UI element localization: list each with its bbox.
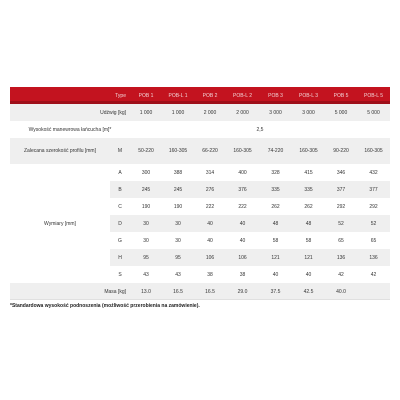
table-cell: 245 — [130, 181, 162, 198]
table-cell: 30 — [130, 215, 162, 232]
header-cell: POB 5 — [325, 87, 357, 104]
footnote: *Standardowa wysokość podnoszenia (możliwość przerobienia na zamówienie). — [10, 303, 200, 309]
table-cell: 95 — [162, 249, 194, 266]
table-cell: 376 — [226, 181, 259, 198]
table-cell: 65 — [325, 232, 357, 249]
table-cell: 52 — [357, 215, 390, 232]
row-label: Masa [kg] — [10, 283, 130, 300]
row-label: Zalecana szerokość profilu [mm] — [10, 138, 110, 164]
table-cell: 2 000 — [226, 104, 259, 121]
table-cell: 1 000 — [162, 104, 194, 121]
table-row-capacity — [10, 104, 390, 121]
table-cell: 377 — [357, 181, 390, 198]
table-cell: 222 — [226, 198, 259, 215]
table-cell: 314 — [194, 164, 226, 181]
table-cell: 335 — [292, 181, 325, 198]
header-cell: POB-L 5 — [357, 87, 390, 104]
row-label: Udźwig [kg] — [10, 104, 130, 121]
table-cell: 16.5 — [162, 283, 194, 300]
table-cell: 400 — [226, 164, 259, 181]
table-cell: 190 — [130, 198, 162, 215]
table-cell: 90-220 — [325, 138, 357, 164]
row-sublabel: A — [110, 164, 130, 181]
table-cell: 5 000 — [325, 104, 357, 121]
table-cell: 432 — [357, 164, 390, 181]
table-row-profile-width — [10, 138, 390, 164]
table-cell: 58 — [259, 232, 292, 249]
table-cell: 160-305 — [226, 138, 259, 164]
header-cell: POB-L 3 — [292, 87, 325, 104]
table-cell: 30 — [162, 232, 194, 249]
table-cell — [357, 283, 390, 300]
table-cell: 40.0 — [325, 283, 357, 300]
row-sublabel: G — [110, 232, 130, 249]
row-sublabel: M — [110, 138, 130, 164]
table-cell: 262 — [259, 198, 292, 215]
table-cell: 43 — [130, 266, 162, 283]
table-cell: 38 — [194, 266, 226, 283]
table-cell: 160-305 — [162, 138, 194, 164]
row-label: Wysokość manewrowa łańcucha [m]* — [10, 121, 130, 138]
row-label-dimensions: Wymiary [mm] — [10, 164, 110, 283]
table-cell: 1 000 — [130, 104, 162, 121]
table-cell: 30 — [130, 232, 162, 249]
row-sublabel: S — [110, 266, 130, 283]
table-row-chain-height — [10, 121, 390, 138]
header-row — [10, 87, 390, 104]
table-cell: 42 — [325, 266, 357, 283]
table-cell: 328 — [259, 164, 292, 181]
table-cell: 346 — [325, 164, 357, 181]
table-cell: 48 — [292, 215, 325, 232]
table-cell: 95 — [130, 249, 162, 266]
table-cell: 30 — [162, 215, 194, 232]
table-cell: 276 — [194, 181, 226, 198]
table-cell: 222 — [194, 198, 226, 215]
table-cell: 42.5 — [292, 283, 325, 300]
table-cell: 106 — [226, 249, 259, 266]
header-cell: POB 2 — [194, 87, 226, 104]
table-cell: 377 — [325, 181, 357, 198]
table-cell: 40 — [194, 232, 226, 249]
table-cell: 190 — [162, 198, 194, 215]
table-cell: 66-220 — [194, 138, 226, 164]
header-cell: POB-L 2 — [226, 87, 259, 104]
spec-table — [10, 87, 390, 300]
table-cell: 245 — [162, 181, 194, 198]
table-cell: 58 — [292, 232, 325, 249]
table-cell: 40 — [226, 232, 259, 249]
row-sublabel: D — [110, 215, 130, 232]
table-cell: 52 — [325, 215, 357, 232]
table-cell: 136 — [325, 249, 357, 266]
table-cell: 388 — [162, 164, 194, 181]
table-cell: 29.0 — [226, 283, 259, 300]
table-row-dim-a — [10, 164, 390, 181]
header-cell: POB 1 — [130, 87, 162, 104]
table-cell: 160-305 — [357, 138, 390, 164]
header-cell: POB-L 1 — [162, 87, 194, 104]
table-cell: 2 000 — [194, 104, 226, 121]
table-cell: 74-220 — [259, 138, 292, 164]
table-cell: 16.5 — [194, 283, 226, 300]
table-cell: 136 — [357, 249, 390, 266]
table-cell: 106 — [194, 249, 226, 266]
row-sublabel: C — [110, 198, 130, 215]
table-cell: 2,5 — [130, 121, 390, 138]
table-cell: 48 — [259, 215, 292, 232]
table-cell: 160-305 — [292, 138, 325, 164]
table-cell: 121 — [259, 249, 292, 266]
table-cell: 40 — [292, 266, 325, 283]
row-sublabel: H — [110, 249, 130, 266]
table-cell: 40 — [226, 215, 259, 232]
table-row-mass — [10, 283, 390, 300]
table-cell: 40 — [259, 266, 292, 283]
table-cell: 335 — [259, 181, 292, 198]
table-cell: 42 — [357, 266, 390, 283]
table-cell: 50-220 — [130, 138, 162, 164]
table-cell: 40 — [194, 215, 226, 232]
header-cell: POB 3 — [259, 87, 292, 104]
table-cell: 5 000 — [357, 104, 390, 121]
table-cell: 300 — [130, 164, 162, 181]
table-cell: 292 — [357, 198, 390, 215]
row-sublabel: B — [110, 181, 130, 198]
table-cell: 38 — [226, 266, 259, 283]
table-cell: 415 — [292, 164, 325, 181]
table-cell: 292 — [325, 198, 357, 215]
table-cell: 3 000 — [259, 104, 292, 121]
table-cell: 13.0 — [130, 283, 162, 300]
table-cell: 262 — [292, 198, 325, 215]
table-cell: 65 — [357, 232, 390, 249]
table-cell: 3 000 — [292, 104, 325, 121]
header-cell: Type — [10, 87, 130, 104]
table-cell: 121 — [292, 249, 325, 266]
table-cell: 37.5 — [259, 283, 292, 300]
table-bottom-divider — [10, 299, 390, 300]
table-cell: 43 — [162, 266, 194, 283]
